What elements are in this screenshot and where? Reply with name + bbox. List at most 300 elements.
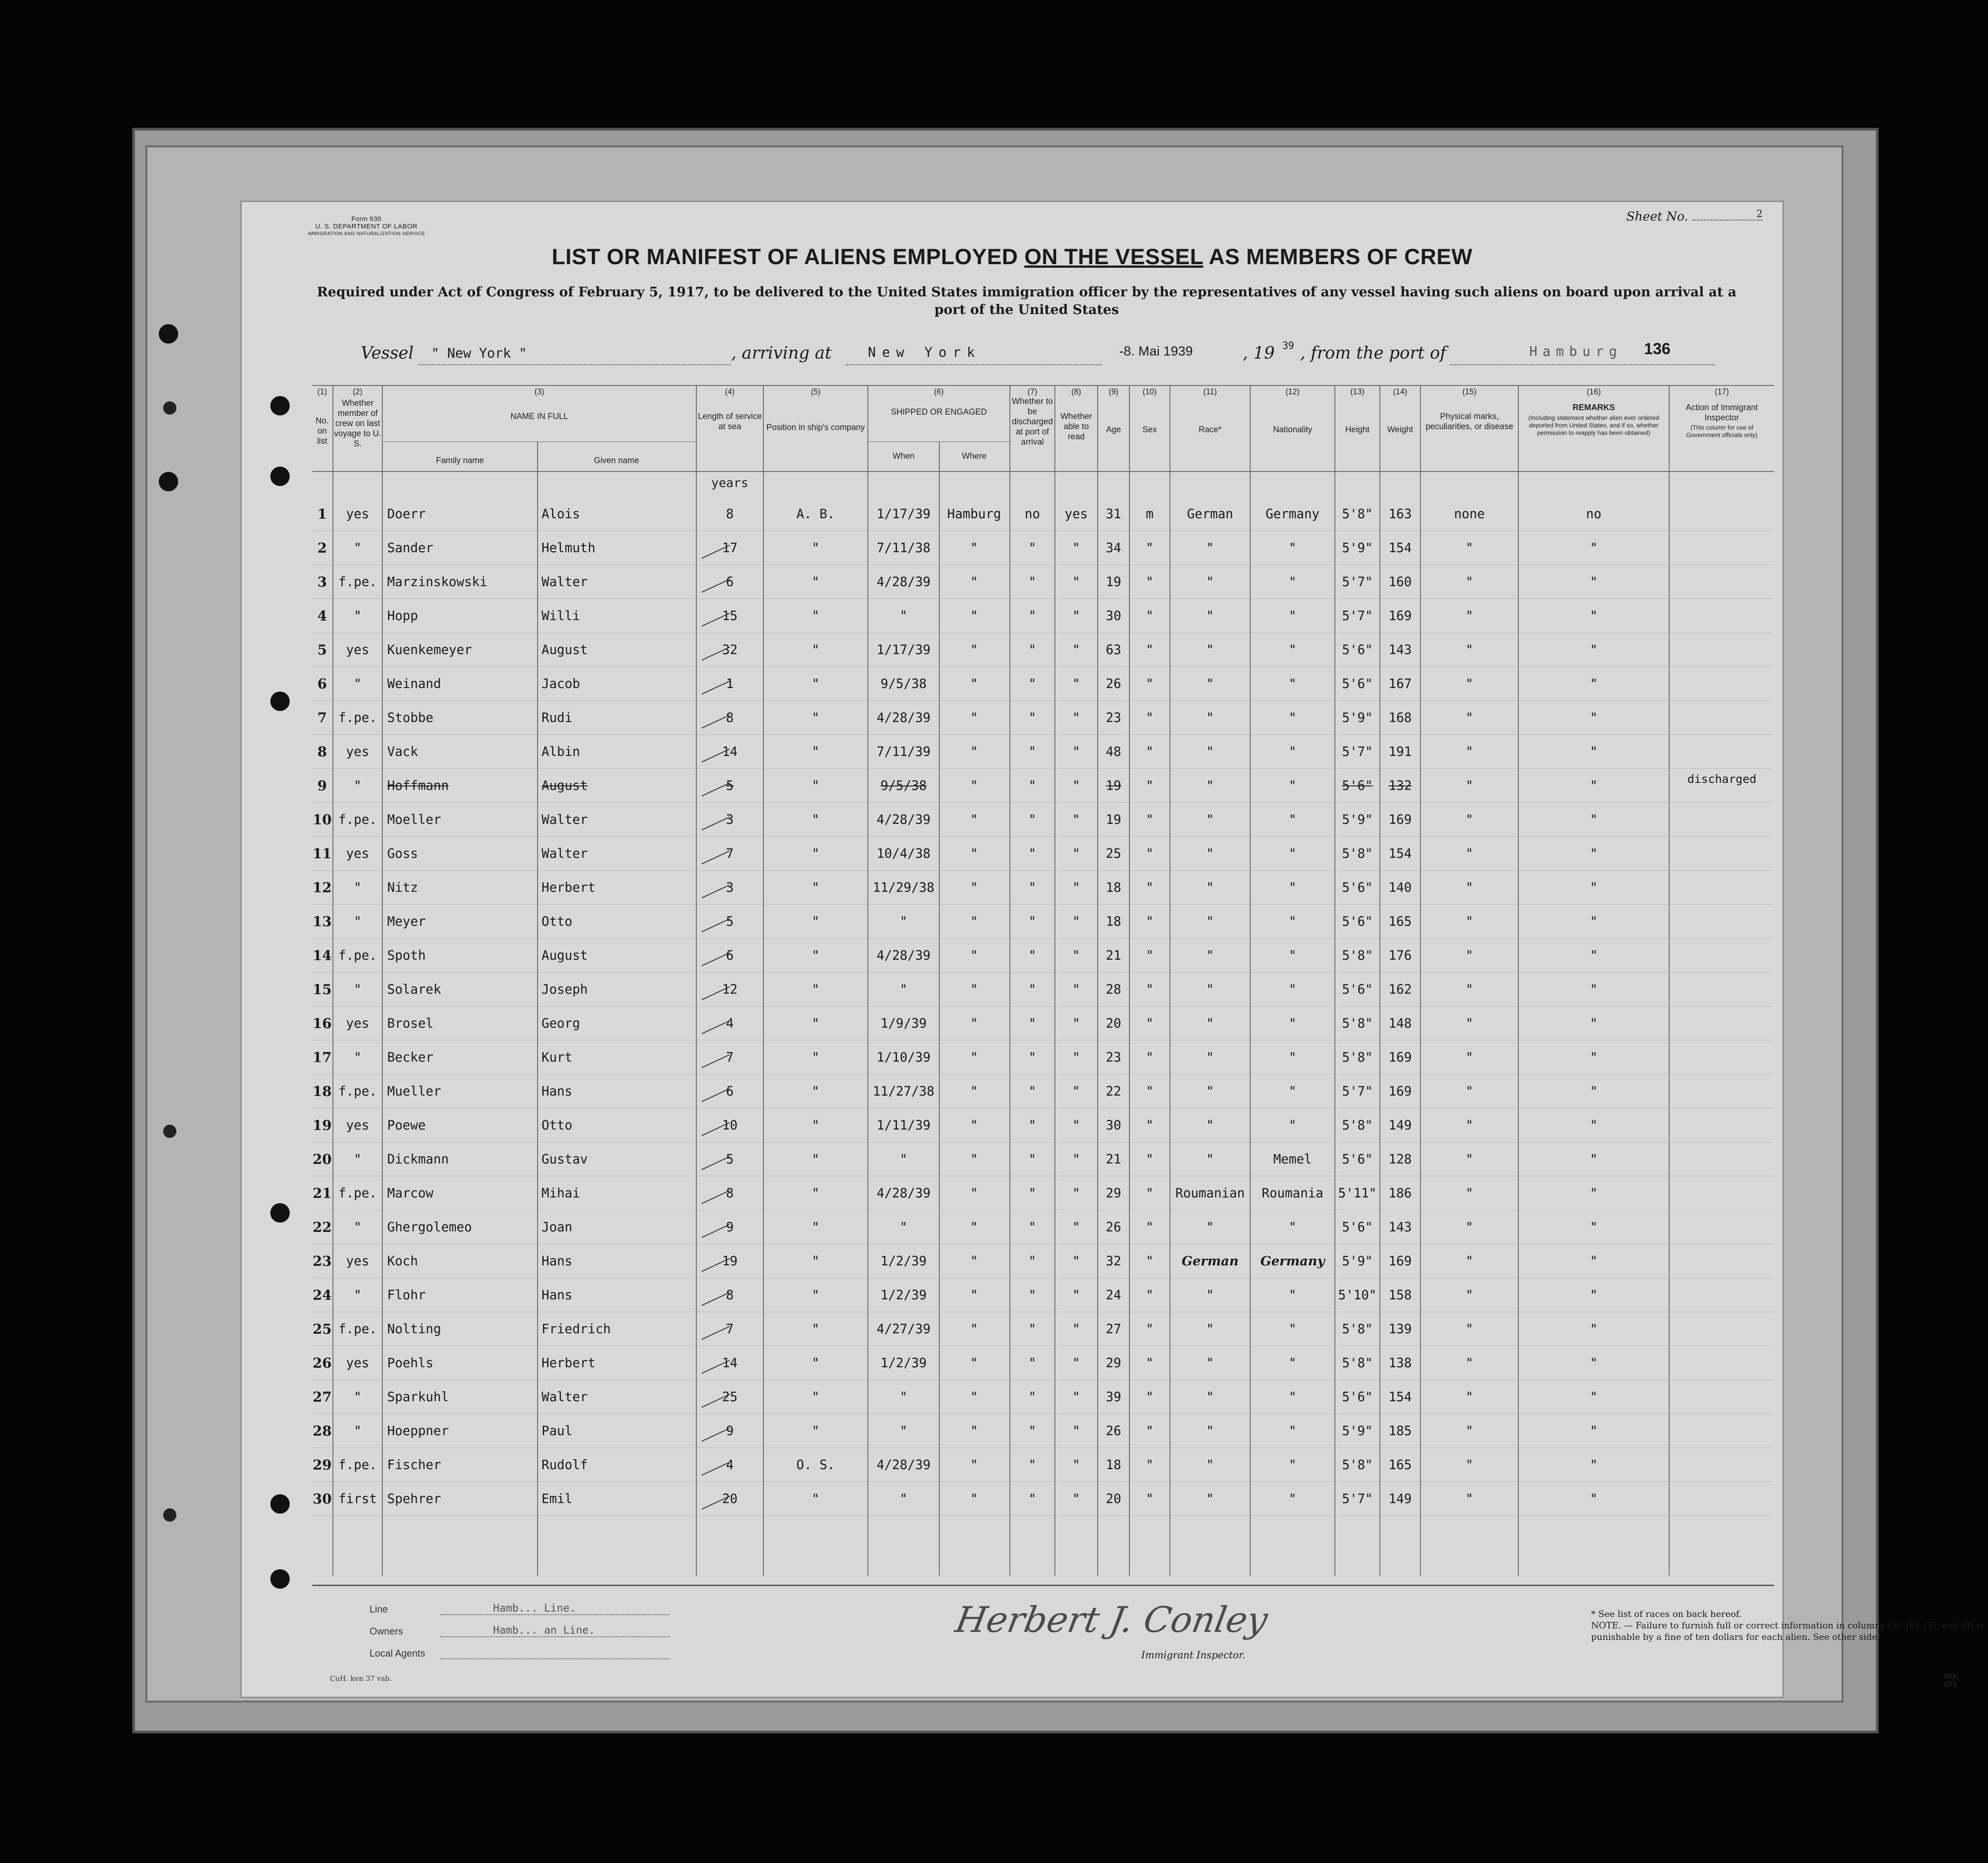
cell-num: 28 bbox=[312, 1423, 332, 1439]
cell-sex: " bbox=[1146, 1152, 1154, 1167]
cell-shipped-when: 7/11/38 bbox=[876, 540, 931, 555]
cell-discharged: " bbox=[1028, 1253, 1036, 1268]
cell-physical-marks: " bbox=[1465, 1491, 1473, 1506]
cell-position: " bbox=[811, 1491, 820, 1506]
year-value: 39 bbox=[1282, 340, 1294, 352]
cell-given-name: Hans bbox=[542, 1253, 572, 1268]
cell-sex: " bbox=[1146, 1389, 1154, 1404]
cell-position: " bbox=[811, 1016, 820, 1031]
cell-given-name: Hans bbox=[542, 1287, 572, 1302]
agents-dotline bbox=[440, 1658, 669, 1659]
cell-discharged: " bbox=[1028, 846, 1036, 861]
column-divider bbox=[1669, 385, 1670, 1576]
owners-value: Hamb... an Line. bbox=[493, 1624, 595, 1636]
cell-sex: " bbox=[1146, 948, 1154, 963]
cell-num: 18 bbox=[312, 1084, 332, 1100]
cell-family-name: Becker bbox=[387, 1050, 433, 1065]
cell-height: 5'9" bbox=[1342, 812, 1373, 827]
cell-physical-marks: " bbox=[1465, 1084, 1473, 1099]
cell-nationality: " bbox=[1289, 982, 1297, 997]
cell-discharged: " bbox=[1028, 1321, 1036, 1336]
cell-discharged: " bbox=[1028, 1355, 1036, 1370]
cell-family-name: Dickmann bbox=[387, 1152, 449, 1167]
cell-age: 20 bbox=[1106, 1016, 1121, 1031]
cell-physical-marks: " bbox=[1465, 1220, 1473, 1235]
binder-hole bbox=[159, 324, 178, 344]
cell-physical-marks: " bbox=[1465, 982, 1473, 997]
cell-given-name: Walter bbox=[542, 846, 588, 861]
cell-height: 5'7" bbox=[1342, 744, 1373, 759]
cell-race: German bbox=[1181, 1253, 1239, 1268]
cell-physical-marks: " bbox=[1465, 1423, 1473, 1438]
print-code: CuH. ken 37 vab. bbox=[330, 1674, 392, 1683]
col-1-header: No. on list bbox=[315, 416, 329, 446]
cell-shipped-where: " bbox=[970, 1423, 978, 1438]
col-13-number: (13) bbox=[1350, 387, 1364, 396]
cell-shipped-when: 1/17/39 bbox=[876, 642, 931, 657]
cell-weight: 169 bbox=[1388, 812, 1412, 827]
cell-height: 5'6" bbox=[1342, 1220, 1373, 1235]
cell-shipped-when: 4/27/39 bbox=[876, 1321, 931, 1336]
cell-shipped-where: " bbox=[970, 1491, 978, 1506]
agents-label: Local Agents bbox=[370, 1648, 425, 1659]
cell-crew: " bbox=[354, 1152, 362, 1167]
cell-family-name: Poewe bbox=[387, 1118, 426, 1133]
cell-able-to-read: " bbox=[1072, 1423, 1080, 1438]
cell-discharged: " bbox=[1028, 1491, 1036, 1506]
cell-given-name: Rudolf bbox=[542, 1457, 588, 1472]
cell-remarks: " bbox=[1590, 1389, 1598, 1404]
inspector-signature: Herbert J. Conley bbox=[952, 1599, 1271, 1640]
cell-service-length: 20 bbox=[722, 1491, 738, 1506]
cell-height: 5'8" bbox=[1342, 1016, 1373, 1031]
table-row bbox=[312, 1347, 1774, 1380]
cell-able-to-read: " bbox=[1072, 1287, 1080, 1302]
column-divider bbox=[1420, 385, 1421, 1576]
cell-discharged: " bbox=[1028, 1389, 1036, 1404]
cell-service-length: 7 bbox=[726, 846, 734, 861]
cell-able-to-read: " bbox=[1072, 812, 1080, 827]
cell-crew: f.pe. bbox=[338, 1186, 377, 1201]
cell-weight: 162 bbox=[1388, 982, 1412, 997]
cell-race: " bbox=[1206, 1423, 1214, 1438]
cell-given-name: Kurt bbox=[542, 1050, 572, 1065]
cell-num: 16 bbox=[312, 1016, 332, 1032]
cell-position: " bbox=[811, 642, 820, 657]
cell-num: 6 bbox=[317, 676, 327, 692]
cell-sex: " bbox=[1146, 608, 1154, 623]
cell-able-to-read: " bbox=[1072, 540, 1080, 555]
cell-family-name: Weinand bbox=[387, 676, 441, 691]
cell-discharged: " bbox=[1028, 880, 1036, 895]
cell-given-name: Otto bbox=[542, 914, 572, 929]
cell-weight: 139 bbox=[1388, 1321, 1412, 1336]
cell-able-to-read: " bbox=[1072, 1084, 1080, 1099]
table-row bbox=[312, 633, 1774, 667]
cell-discharged: " bbox=[1028, 1457, 1036, 1472]
cell-discharged: " bbox=[1028, 914, 1036, 929]
binder-hole bbox=[163, 401, 176, 415]
cell-race: " bbox=[1206, 812, 1214, 827]
table-row bbox=[312, 498, 1774, 531]
cell-num: 29 bbox=[312, 1457, 332, 1473]
cell-sex: " bbox=[1146, 982, 1154, 997]
cell-shipped-where: " bbox=[970, 1084, 978, 1099]
cell-shipped-when: " bbox=[900, 1220, 908, 1235]
cell-shipped-when: 1/2/39 bbox=[880, 1355, 927, 1370]
title-pre: LIST OR MANIFEST OF ALIENS EMPLOYED bbox=[552, 244, 1024, 269]
cell-num: 26 bbox=[312, 1355, 332, 1371]
cell-shipped-where: " bbox=[970, 880, 978, 895]
cell-physical-marks: " bbox=[1465, 1321, 1473, 1336]
binder-hole bbox=[163, 1125, 176, 1138]
cell-sex: " bbox=[1146, 642, 1154, 657]
cell-num: 23 bbox=[312, 1253, 332, 1269]
cell-remarks: " bbox=[1590, 744, 1598, 759]
cell-race: " bbox=[1206, 1355, 1214, 1370]
col-13-header: Height bbox=[1345, 425, 1370, 434]
cell-sex: " bbox=[1146, 1016, 1154, 1031]
cell-able-to-read: " bbox=[1072, 1355, 1080, 1370]
cell-crew: f.pe. bbox=[338, 812, 377, 827]
cell-shipped-when: 1/11/39 bbox=[876, 1118, 931, 1133]
row-rule bbox=[312, 972, 1774, 973]
cell-given-name: Helmuth bbox=[542, 540, 596, 555]
cell-inspector-action: discharged bbox=[1687, 773, 1756, 786]
cell-height: 5'6" bbox=[1342, 982, 1373, 997]
cell-service-length: 14 bbox=[722, 744, 738, 759]
cell-remarks: " bbox=[1590, 1186, 1598, 1201]
cell-race: " bbox=[1206, 676, 1214, 691]
cell-able-to-read: " bbox=[1072, 846, 1080, 861]
col-3-header: NAME IN FULL bbox=[510, 412, 568, 421]
cell-age: 30 bbox=[1106, 1118, 1121, 1133]
cell-nationality: Roumania bbox=[1262, 1186, 1323, 1201]
cell-nationality: " bbox=[1289, 880, 1297, 895]
cell-nationality: " bbox=[1289, 778, 1297, 793]
cell-discharged: " bbox=[1028, 1423, 1036, 1438]
arrival-date-stamp: -8. Mai 1939 bbox=[1119, 344, 1193, 359]
cell-crew: " bbox=[354, 1220, 362, 1235]
col-10-header: Sex bbox=[1142, 425, 1157, 434]
cell-shipped-when: 7/11/39 bbox=[876, 744, 931, 759]
cell-shipped-where: " bbox=[970, 846, 978, 861]
cell-shipped-where: " bbox=[970, 608, 978, 623]
cell-service-length: 5 bbox=[726, 1152, 734, 1167]
cell-physical-marks: " bbox=[1465, 1050, 1473, 1065]
cell-race: " bbox=[1206, 1152, 1214, 1167]
cell-crew: " bbox=[354, 1287, 362, 1302]
cell-crew: yes bbox=[346, 506, 370, 521]
cell-height: 5'6" bbox=[1342, 778, 1373, 793]
cell-height: 5'6" bbox=[1342, 1152, 1373, 1167]
cell-num: 17 bbox=[312, 1050, 332, 1066]
cell-remarks: " bbox=[1590, 1287, 1598, 1302]
cell-nationality: " bbox=[1289, 1084, 1297, 1099]
col-3b-header: Given name bbox=[594, 456, 639, 465]
cell-position: " bbox=[811, 880, 820, 895]
cell-age: 63 bbox=[1106, 642, 1121, 657]
cell-given-name: Walter bbox=[542, 1389, 588, 1404]
cell-service-length: 4 bbox=[726, 1016, 734, 1031]
cell-given-name: Friedrich bbox=[542, 1321, 611, 1336]
cell-nationality: Germany bbox=[1265, 506, 1320, 521]
cell-sex: " bbox=[1146, 1491, 1154, 1506]
cell-service-length: 19 bbox=[722, 1253, 738, 1268]
cell-physical-marks: " bbox=[1465, 846, 1473, 861]
manifest-table bbox=[312, 385, 1774, 1576]
cell-service-length: 8 bbox=[726, 1287, 734, 1302]
cell-family-name: Flohr bbox=[387, 1287, 426, 1302]
cell-weight: 148 bbox=[1388, 1016, 1412, 1031]
table-row bbox=[312, 1211, 1774, 1245]
cell-given-name: Paul bbox=[542, 1423, 572, 1438]
cell-weight: 191 bbox=[1388, 744, 1412, 759]
cell-age: 48 bbox=[1106, 744, 1121, 759]
col-15-number: (15) bbox=[1462, 387, 1476, 396]
cell-service-length: 15 bbox=[722, 608, 738, 623]
cell-age: 32 bbox=[1106, 1253, 1121, 1268]
cell-weight: 154 bbox=[1388, 846, 1412, 861]
cell-remarks: " bbox=[1590, 812, 1598, 827]
cell-shipped-where: " bbox=[970, 982, 978, 997]
cell-given-name: Mihai bbox=[542, 1186, 580, 1201]
years-label: years bbox=[711, 475, 749, 490]
cell-sex: " bbox=[1146, 1355, 1154, 1370]
cell-race: " bbox=[1206, 982, 1214, 997]
cell-able-to-read: " bbox=[1072, 574, 1080, 589]
cell-crew: " bbox=[354, 1423, 362, 1438]
cell-discharged: " bbox=[1028, 642, 1036, 657]
cell-able-to-read: " bbox=[1072, 744, 1080, 759]
cell-service-length: 12 bbox=[722, 982, 738, 997]
cell-family-name: Sander bbox=[387, 540, 433, 555]
cell-family-name: Hopp bbox=[387, 608, 418, 623]
cell-family-name: Marcow bbox=[387, 1186, 433, 1201]
cell-family-name: Moeller bbox=[387, 812, 441, 827]
footer-note bbox=[1591, 1608, 1988, 1642]
column-divider bbox=[537, 441, 538, 1576]
col-8-header: Whether able to read bbox=[1060, 412, 1092, 441]
cell-service-length: 6 bbox=[726, 1084, 734, 1099]
col-4-number: (4) bbox=[725, 387, 735, 396]
penalty-note: NOTE. — Failure to furnish full or correct information in columns (3), (6), (7), and (8) is punishable by a fine of ten dollars for each alien. See other side. bbox=[1591, 1620, 1984, 1642]
cell-position: " bbox=[811, 676, 820, 691]
cell-remarks: " bbox=[1590, 608, 1598, 623]
cell-weight: 167 bbox=[1388, 676, 1412, 691]
cell-age: 18 bbox=[1106, 1457, 1121, 1472]
cell-weight: 149 bbox=[1388, 1491, 1412, 1506]
cell-family-name: Hoffmann bbox=[387, 778, 449, 793]
cell-remarks: " bbox=[1590, 1084, 1598, 1099]
cell-sex: " bbox=[1146, 1220, 1154, 1235]
cell-physical-marks: " bbox=[1465, 1118, 1473, 1133]
cell-sex: " bbox=[1146, 676, 1154, 691]
cell-sex: " bbox=[1146, 1084, 1154, 1099]
cell-physical-marks: " bbox=[1465, 574, 1473, 589]
cell-discharged: " bbox=[1028, 676, 1036, 691]
cell-physical-marks: " bbox=[1465, 540, 1473, 555]
cell-num: 4 bbox=[317, 608, 327, 624]
cell-discharged: " bbox=[1028, 710, 1036, 725]
cell-able-to-read: " bbox=[1072, 1220, 1080, 1235]
cell-weight: 154 bbox=[1388, 540, 1412, 555]
cell-weight: 176 bbox=[1388, 948, 1412, 963]
cell-nationality: Memel bbox=[1273, 1152, 1312, 1167]
cell-physical-marks: " bbox=[1465, 1355, 1473, 1370]
table-row bbox=[312, 837, 1774, 871]
col-6-header: SHIPPED OR ENGAGED bbox=[891, 408, 987, 417]
cell-num: 20 bbox=[312, 1152, 332, 1167]
cell-age: 24 bbox=[1106, 1287, 1121, 1302]
cell-age: 23 bbox=[1106, 1050, 1121, 1065]
cell-position: " bbox=[811, 1389, 820, 1404]
cell-num: 3 bbox=[317, 574, 327, 590]
cell-nationality: " bbox=[1289, 948, 1297, 963]
cell-sex: " bbox=[1146, 812, 1154, 827]
cell-num: 2 bbox=[317, 540, 327, 556]
cell-weight: 149 bbox=[1388, 1118, 1412, 1133]
cell-race: " bbox=[1206, 1287, 1214, 1302]
cell-family-name: Kuenkemeyer bbox=[387, 642, 472, 657]
cell-remarks: " bbox=[1590, 676, 1598, 691]
title-underlined: ON THE VESSEL bbox=[1024, 244, 1203, 269]
cell-num: 19 bbox=[312, 1118, 332, 1134]
cell-sex: " bbox=[1146, 1186, 1154, 1201]
service-name: IMMIGRATION AND NATURALIZATION SERVICE bbox=[308, 231, 425, 236]
col-8-number: (8) bbox=[1071, 387, 1081, 396]
cell-able-to-read: " bbox=[1072, 948, 1080, 963]
cell-service-length: 1 bbox=[726, 676, 734, 691]
cell-nationality: " bbox=[1289, 744, 1297, 759]
table-row bbox=[312, 769, 1774, 803]
cell-remarks: " bbox=[1590, 880, 1598, 895]
cell-shipped-when: 9/5/38 bbox=[880, 676, 927, 691]
cell-crew: f.pe. bbox=[338, 948, 377, 963]
cell-nationality: " bbox=[1289, 676, 1297, 691]
cell-race: " bbox=[1206, 1321, 1214, 1336]
table-row bbox=[312, 1041, 1774, 1075]
cell-num: 15 bbox=[312, 982, 332, 998]
form-header bbox=[308, 215, 425, 238]
cell-num: 9 bbox=[317, 778, 327, 794]
header-bottom-rule bbox=[312, 471, 1774, 472]
cell-discharged: no bbox=[1024, 506, 1040, 521]
cell-physical-marks: none bbox=[1454, 506, 1485, 521]
table-row bbox=[312, 1414, 1774, 1448]
cell-shipped-where: " bbox=[970, 1287, 978, 1302]
column-divider bbox=[1379, 385, 1380, 1576]
col-2-number: (2) bbox=[353, 387, 362, 396]
cell-discharged: " bbox=[1028, 1287, 1036, 1302]
cell-height: 5'7" bbox=[1342, 574, 1373, 589]
column-divider bbox=[1097, 385, 1098, 1576]
cell-physical-marks: " bbox=[1465, 642, 1473, 657]
table-row bbox=[312, 905, 1774, 939]
list-number: 136 bbox=[1644, 340, 1671, 358]
cell-num: 7 bbox=[317, 710, 327, 726]
column-divider bbox=[1334, 385, 1335, 1576]
cell-weight: 165 bbox=[1388, 1457, 1412, 1472]
col-1-number: (1) bbox=[317, 387, 327, 396]
cell-age: 22 bbox=[1106, 1084, 1121, 1099]
cell-height: 5'11" bbox=[1338, 1186, 1377, 1201]
cell-family-name: Ghergolemeo bbox=[387, 1220, 472, 1235]
cell-physical-marks: " bbox=[1465, 880, 1473, 895]
cell-position: " bbox=[811, 1186, 820, 1201]
name-subheader-rule bbox=[383, 441, 696, 442]
col-16-header: REMARKS bbox=[1572, 403, 1615, 412]
cell-remarks: " bbox=[1590, 1118, 1598, 1133]
cell-family-name: Solarek bbox=[387, 982, 441, 997]
cell-age: 34 bbox=[1106, 540, 1121, 555]
cell-weight: 163 bbox=[1388, 506, 1412, 521]
cell-crew: " bbox=[354, 982, 362, 997]
cell-age: 26 bbox=[1106, 1220, 1121, 1235]
cell-physical-marks: " bbox=[1465, 744, 1473, 759]
cell-discharged: " bbox=[1028, 540, 1036, 555]
col-16-subheader: (Including statement whether alien ever ordered deported from United States, and if so, whether permission to reapply has been obtained) bbox=[1528, 414, 1659, 436]
cell-remarks: " bbox=[1590, 710, 1598, 725]
table-row bbox=[312, 1075, 1774, 1109]
cell-shipped-where: " bbox=[970, 948, 978, 963]
cell-shipped-when: 4/28/39 bbox=[876, 1457, 931, 1472]
cell-discharged: " bbox=[1028, 1118, 1036, 1133]
cell-position: " bbox=[811, 1118, 820, 1133]
cell-height: 5'8" bbox=[1342, 948, 1373, 963]
punch-hole bbox=[270, 692, 290, 711]
cell-nationality: " bbox=[1289, 1016, 1297, 1031]
line-value: Hamb... Line. bbox=[493, 1602, 576, 1614]
cell-remarks: " bbox=[1590, 1423, 1598, 1438]
punch-hole bbox=[270, 1569, 290, 1589]
cell-nationality: " bbox=[1289, 914, 1297, 929]
cell-height: 5'8" bbox=[1342, 1118, 1373, 1133]
cell-age: 23 bbox=[1106, 710, 1121, 725]
cell-able-to-read: " bbox=[1072, 1491, 1080, 1506]
line-label: Line bbox=[370, 1604, 388, 1615]
cell-shipped-when: " bbox=[900, 982, 908, 997]
cell-height: 5'9" bbox=[1342, 1423, 1373, 1438]
table-row bbox=[312, 701, 1774, 735]
cell-crew: " bbox=[354, 676, 362, 691]
cell-race: " bbox=[1206, 846, 1214, 861]
cell-shipped-when: 1/9/39 bbox=[880, 1016, 927, 1031]
cell-given-name: Albin bbox=[542, 744, 580, 759]
cell-num: 5 bbox=[317, 642, 327, 658]
cell-shipped-where: " bbox=[970, 1253, 978, 1268]
cell-num: 14 bbox=[312, 948, 332, 964]
punch-hole bbox=[270, 1203, 290, 1223]
vessel-dotline bbox=[418, 364, 731, 365]
cell-position: O. S. bbox=[796, 1457, 835, 1472]
cell-weight: 165 bbox=[1388, 914, 1412, 929]
owners-dotline bbox=[440, 1636, 669, 1637]
cell-shipped-where: " bbox=[970, 914, 978, 929]
cell-weight: 143 bbox=[1388, 1220, 1412, 1235]
cell-position: " bbox=[811, 812, 820, 827]
cell-able-to-read: " bbox=[1072, 1050, 1080, 1065]
row-rule bbox=[312, 666, 1774, 667]
cell-age: 29 bbox=[1106, 1355, 1121, 1370]
cell-given-name: Emil bbox=[542, 1491, 572, 1506]
cell-shipped-when: 4/28/39 bbox=[876, 1186, 931, 1201]
table-row bbox=[312, 871, 1774, 905]
column-divider bbox=[867, 385, 868, 1576]
col-3-number: (3) bbox=[534, 387, 544, 396]
race-note: * See list of races on back hereof. bbox=[1591, 1609, 1742, 1619]
cell-able-to-read: " bbox=[1072, 608, 1080, 623]
